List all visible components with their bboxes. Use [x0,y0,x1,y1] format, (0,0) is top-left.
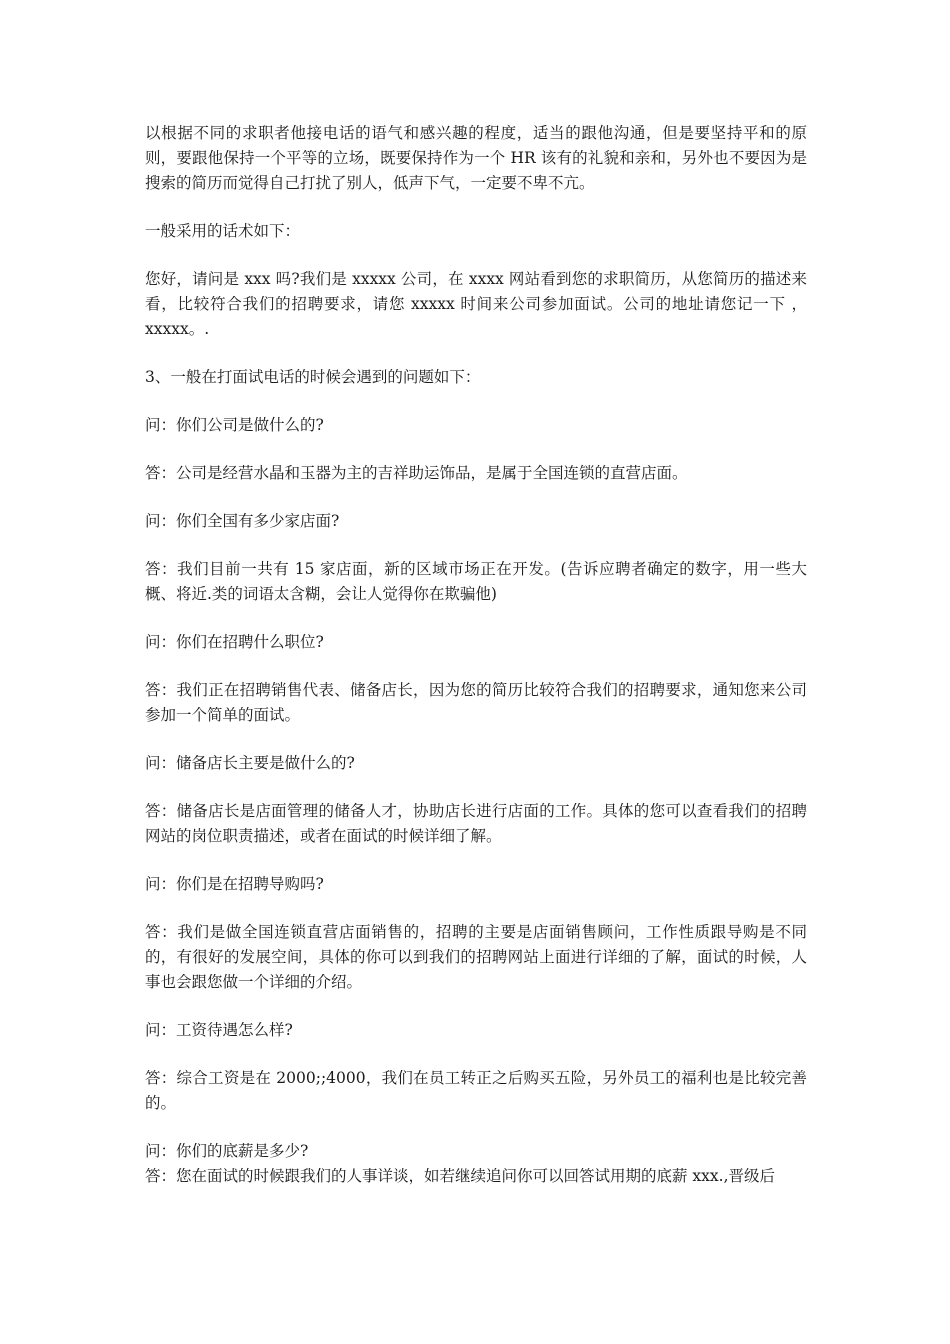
question-7: 问：你们的底薪是多少? [145,1142,309,1160]
question-4: 问：储备店长主要是做什么的? [145,754,355,772]
answer-4: 答：储备店长是店面管理的储备人才，协助店长进行店面的工作。具体的您可以查看我们的招聘网站的岗位职责描述，或者在面试的时候详细了解。 [145,802,807,845]
answer-1: 答：公司是经营水晶和玉器为主的吉祥助运饰品，是属于全国连锁的直营店面。 [145,464,688,482]
answer-6: 答：综合工资是在 2000;;4000，我们在员工转正之后购买五险，另外员工的福利也是比较完善的。 [145,1069,807,1112]
paragraph-script-heading: 一般采用的话术如下： [145,222,301,240]
question-3: 问：你们在招聘什么职位? [145,633,324,651]
paragraph-intro: 以根据不同的求职者他接电话的语气和感兴趣的程度，适当的跟他沟通，但是要坚持平和的原则，要跟他保持一个平等的立场，既要保持作为一个 HR 该有的礼貌和亲和，另外也不要因为是搜索的简历而觉得自己打扰了别人，低声下气，一定要不卑不亢。 [145,124,807,192]
section-heading: 3、一般在打面试电话的时候会遇到的问题如下： [145,368,481,386]
answer-7: 答：您在面试的时候跟我们的人事详谈，如若继续追问你可以回答试用期的底薪 xxx.,晋级后 [145,1167,776,1185]
document-body [145,121,807,1189]
answer-5: 答：我们是做全国连锁直营店面销售的，招聘的主要是店面销售顾问，工作性质跟导购是不同的，有很好的发展空间，具体的你可以到我们的招聘网站上面进行详细的了解，面试的时候，人事也会跟您做一个详细的介绍。 [145,923,807,991]
question-2: 问：你们全国有多少家店面? [145,512,340,530]
question-6: 问：工资待遇怎么样? [145,1021,293,1039]
answer-3: 答：我们正在招聘销售代表、储备店长，因为您的简历比较符合我们的招聘要求，通知您来公司参加一个简单的面试。 [145,681,807,724]
question-5: 问：你们是在招聘导购吗? [145,875,324,893]
answer-2: 答：我们目前一共有 15 家店面，新的区域市场正在开发。(告诉应聘者确定的数字，用一些大概、将近.类的词语太含糊，会让人觉得你在欺骗他) [145,560,807,603]
paragraph-script: 您好，请问是 xxx 吗?我们是 xxxxx 公司，在 xxxx 网站看到您的求职简历，从您简历的描述来看，比较符合我们的招聘要求，请您 xxxxx 时间来公司参加面试。公司的地址请您记一下 ，xxxxx。. [145,270,807,338]
question-1: 问：你们公司是做什么的? [145,416,324,434]
